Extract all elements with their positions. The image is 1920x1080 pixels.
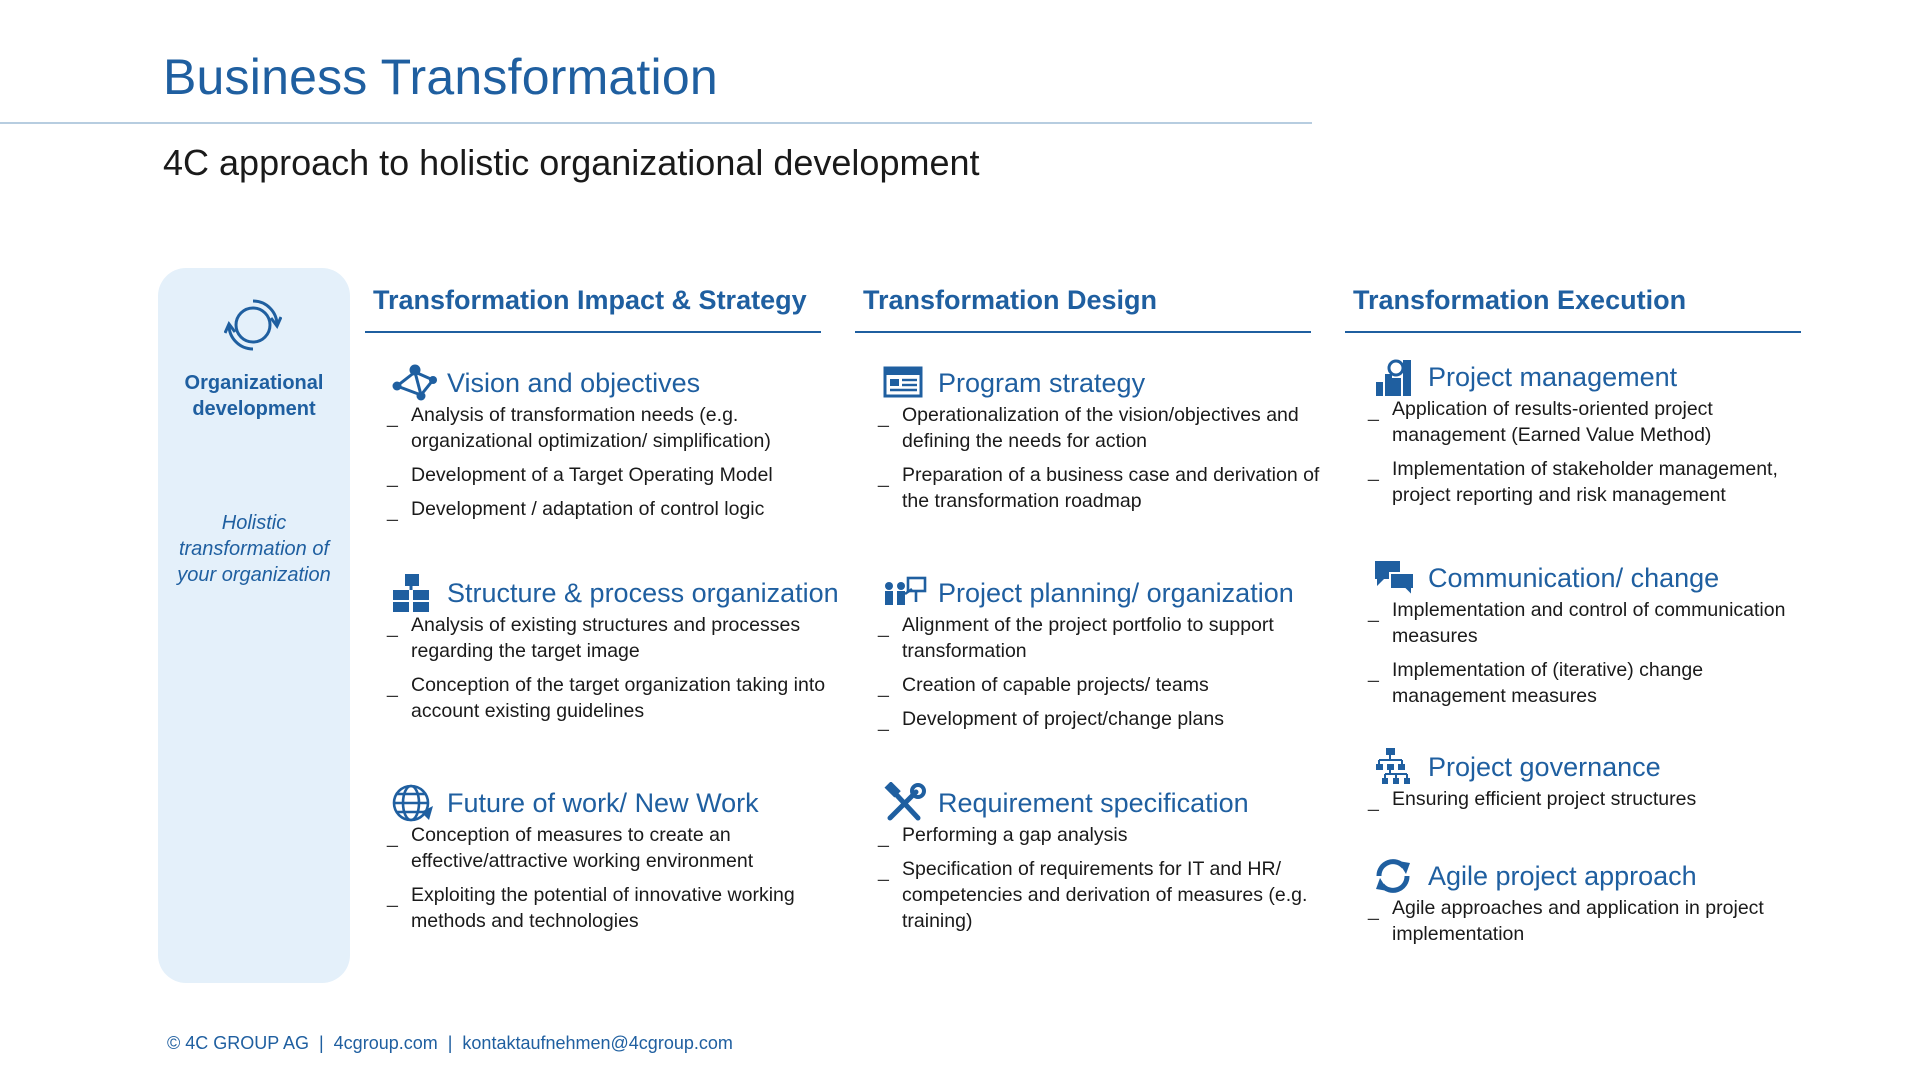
footer-copyright: © 4C GROUP AG (167, 1033, 309, 1053)
block-project-management (1372, 356, 1822, 516)
list-item: _ Specification of requirements for IT and HR/ competencies and derivation of measures (e.g. training) (882, 856, 1332, 934)
block-program-strategy (882, 362, 1332, 522)
list-item: _ Implementation and control of communication measures (1372, 597, 1822, 649)
block-title: Communication/ change (1428, 563, 1720, 593)
block-title: Vision and objectives (447, 368, 701, 398)
block-project-planning (882, 572, 1332, 740)
footer-email-link[interactable]: kontaktaufnehmen@4cgroup.com (462, 1033, 733, 1053)
list-item: _ Operationalization of the vision/objectives and defining the needs for action (882, 402, 1332, 454)
block-title: Future of work/ New Work (447, 788, 759, 818)
column-heading-impact-strategy: Transformation Impact & Strategy (373, 285, 807, 315)
column-rule (365, 331, 821, 333)
block-title: Project management (1428, 362, 1678, 392)
list-item: _ Development of a Target Operating Model (391, 462, 831, 488)
list-item: _ Conception of measures to create an effective/attractive working environment (391, 822, 831, 874)
list-item: _ Analysis of transformation needs (e.g. organizational optimization/ simplification) (391, 402, 831, 454)
tools-icon (882, 782, 928, 824)
list-item: _ Application of results-oriented project management (Earned Value Method) (1372, 396, 1822, 448)
column-heading-execution: Transformation Execution (1353, 285, 1687, 315)
title-divider (0, 122, 1312, 124)
browser-window-icon (882, 362, 928, 404)
footer-separator: | (318, 1033, 324, 1053)
list-item: _ Exploiting the potential of innovative working methods and technologies (391, 882, 831, 934)
list-item: _ Implementation of stakeholder management, project reporting and risk management (1372, 456, 1822, 508)
list-item: _ Analysis of existing structures and processes regarding the target image (391, 612, 831, 664)
chat-bubbles-icon (1372, 557, 1418, 599)
block-future-of-work (391, 782, 831, 942)
list-item: _ Creation of capable projects/ teams (882, 672, 1332, 698)
block-project-governance (1372, 746, 1822, 820)
refresh-icon (1372, 855, 1418, 897)
globe-icon (391, 782, 437, 824)
list-item: _ Conception of the target organization taking into account existing guidelines (391, 672, 831, 724)
footer-separator: | (447, 1033, 453, 1053)
block-title: Agile project approach (1428, 861, 1697, 891)
list-item: _ Ensuring efficient project structures (1372, 786, 1822, 812)
side-heading: Organizational development (184, 372, 324, 420)
team-presentation-icon (882, 572, 928, 614)
block-structure-process (391, 572, 839, 732)
cycle-icon (224, 296, 282, 354)
list-item: _ Alignment of the project portfolio to support transformation (882, 612, 1332, 664)
block-title: Program strategy (938, 368, 1146, 398)
page-title: Business Transformation (163, 49, 718, 105)
footer-website-link[interactable]: 4cgroup.com (333, 1033, 438, 1053)
list-item: _ Development / adaptation of control logic (391, 496, 831, 522)
hierarchy-icon (1372, 746, 1418, 788)
block-agile-project-approach (1372, 855, 1822, 955)
column-heading-design: Transformation Design (863, 285, 1158, 315)
block-title: Structure & process organization (447, 578, 839, 608)
footer (167, 1033, 733, 1054)
list-item: _ Performing a gap analysis (882, 822, 1332, 848)
block-communication-change (1372, 557, 1822, 717)
list-item: _ Implementation of (iterative) change management measures (1372, 657, 1822, 709)
side-panel (158, 268, 350, 983)
page-subtitle: 4C approach to holistic organizational development (163, 142, 980, 183)
list-item: _ Development of project/change plans (882, 706, 1332, 732)
block-title: Project governance (1428, 752, 1661, 782)
chart-person-icon (1372, 356, 1418, 398)
block-vision-objectives (391, 362, 831, 530)
block-requirement-specification (882, 782, 1332, 942)
block-title: Project planning/ organization (938, 578, 1294, 608)
list-item: _ Agile approaches and application in project implementation (1372, 895, 1822, 947)
column-rule (1345, 331, 1801, 333)
org-boxes-icon (391, 572, 437, 614)
column-rule (855, 331, 1311, 333)
side-tagline: Holistic transformation of your organization (177, 512, 331, 586)
list-item: _ Preparation of a business case and derivation of the transformation roadmap (882, 462, 1332, 514)
block-title: Requirement specification (938, 788, 1249, 818)
network-icon (391, 362, 437, 404)
